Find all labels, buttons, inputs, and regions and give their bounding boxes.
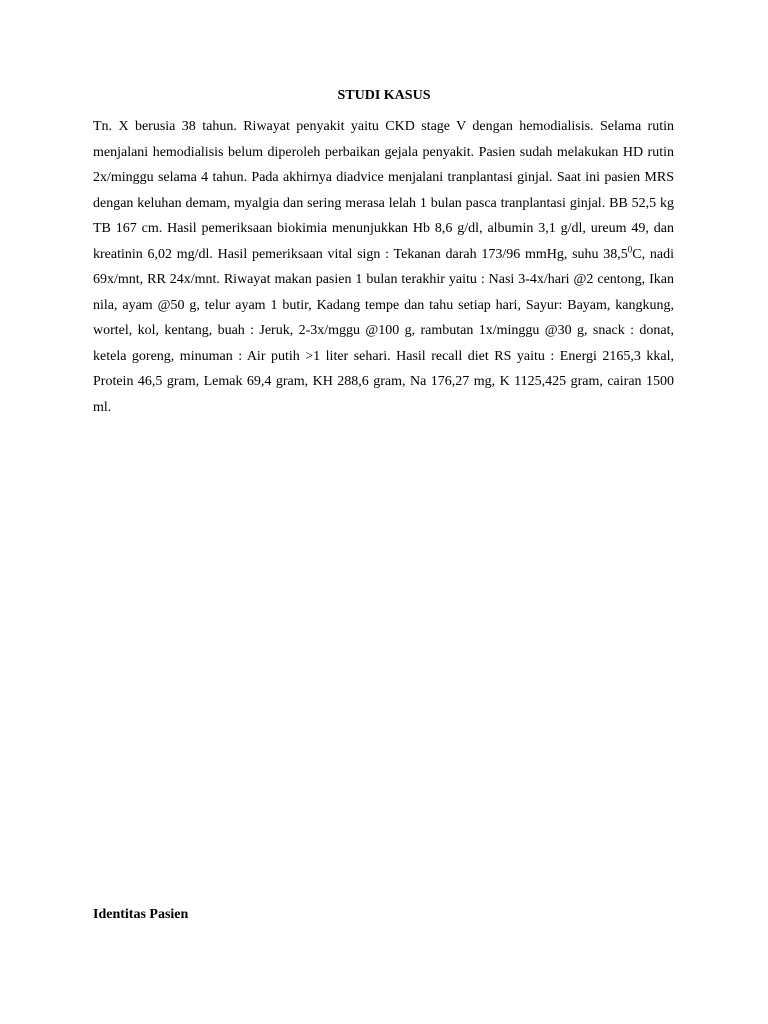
document-title: STUDI KASUS xyxy=(337,88,431,103)
degree-superscript: 0 xyxy=(627,243,633,254)
case-description-paragraph xyxy=(93,114,674,420)
case-text-part1: Tn. X berusia 38 tahun. Riwayat penyakit yaitu CKD stage V dengan hemodialisis. Selama rutin menjalani hemodialisis belum diperoleh perbaikan gejala penyakit. Pasien sudah melakukan HD rutin 2x/minggu selama 4 tahun. Pada akhirnya diadvice menjalani tranplantasi ginjal. Saat ini pasien MRS dengan keluhan demam, myalgia dan sering merasa lelah 1 bulan pasca tranplantasi ginjal. BB 52,5 kg TB 167 cm. Hasil pemeriksaan biokimia menunjukkan Hb 8,6 g/dl, albumin 3,1 g/dl, ureum 49, dan kreatinin 6,02 mg/dl. Hasil pemeriksaan vital sign : Tekanan darah 173/96 mmHg, suhu 38,5 xyxy=(93,119,674,262)
section-heading-identitas-pasien: Identitas Pasien xyxy=(93,907,189,922)
case-text-part2: C, nadi 69x/mnt, RR 24x/mnt. Riwayat makan pasien 1 bulan terakhir yaitu : Nasi 3-4x/hari @2 centong, Ikan nila, ayam @50 g, telur ayam 1 butir, Kadang tempe dan tahu setiap hari, Sayur: Bayam, kangkung, wortel, kol, kentang, buah : Jeruk, 2-3x/mggu @100 g, rambutan 1x/minggu @30 g, snack : donat, ketela goreng, minuman : Air putih >1 liter sehari. Hasil recall diet RS yaitu : Energi 2165,3 kkal, Protein 46,5 gram, Lemak 69,4 gram, KH 288,6 gram, Na 176,27 mg, K 1125,425 gram, cairan 1500 ml. xyxy=(93,246,674,415)
